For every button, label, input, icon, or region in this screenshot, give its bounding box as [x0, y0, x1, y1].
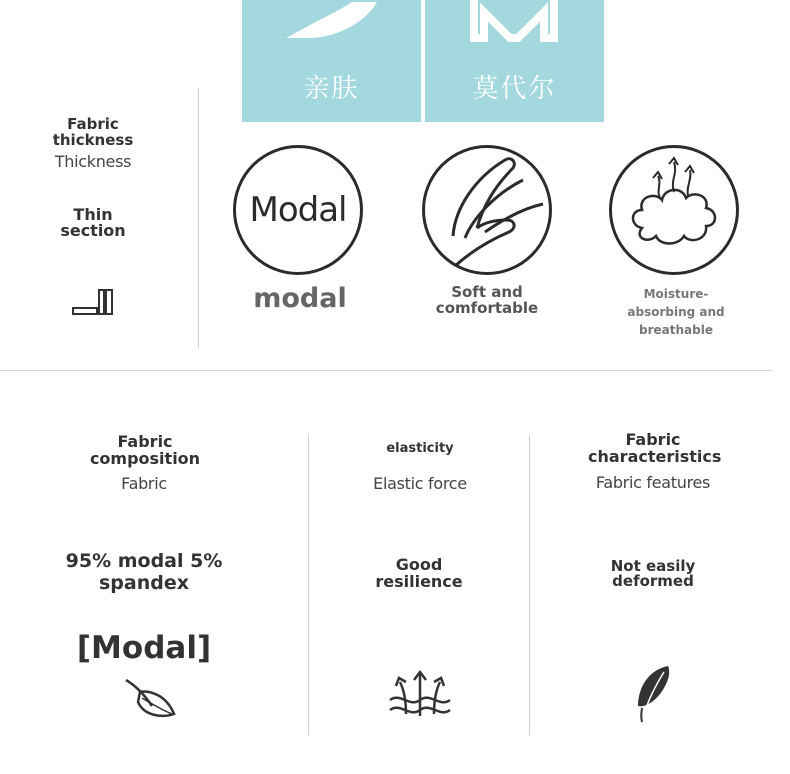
leaf-logo-icon: [272, 0, 382, 45]
composition-value: 95% modal 5% spandex: [65, 550, 223, 594]
modal-circle-text: Modal: [249, 190, 347, 230]
divider-top: [198, 88, 199, 348]
divider-bottom-2: [529, 435, 530, 735]
stretch-arrows-icon: [388, 670, 452, 720]
composition-subtitle: Fabric: [121, 474, 167, 493]
elasticity-title: elasticity: [386, 441, 454, 456]
modal-tile: [425, 0, 604, 122]
composition-title: Fabric composition: [89, 432, 201, 468]
elasticity-subtitle: Elastic force: [373, 474, 467, 493]
divider-bottom-1: [308, 435, 309, 735]
characteristics-title: Fabric characteristics: [588, 430, 722, 466]
feather-icon: [634, 664, 674, 724]
skin-friendly-label: 亲肤: [303, 74, 360, 104]
skin-friendly-tile: [242, 0, 421, 122]
breathable-label: Moisture-absorbing and breathable: [627, 287, 725, 337]
soft-comfortable-label: Soft and comfortable: [435, 283, 539, 317]
modal-tile-label: 莫代尔: [472, 74, 557, 104]
leaf-icon: [122, 676, 178, 720]
section-divider: [0, 370, 772, 371]
m-logo-icon: [470, 0, 560, 42]
characteristics-value: Not easily deformed: [610, 557, 696, 590]
breathable-cloud-icon: [609, 145, 739, 275]
thickness-subtitle: Thickness: [54, 152, 132, 171]
thickness-value: Thin section: [60, 205, 126, 240]
thickness-bars-icon: [72, 288, 114, 316]
brand-label: [Modal]: [76, 630, 212, 666]
modal-circle-icon: [233, 145, 363, 275]
thickness-title: Fabric thickness: [52, 115, 134, 149]
characteristics-subtitle: Fabric features: [595, 473, 711, 492]
elasticity-value: Good resilience: [375, 555, 463, 591]
soft-hand-icon: [422, 145, 552, 275]
modal-label: modal: [253, 283, 347, 314]
